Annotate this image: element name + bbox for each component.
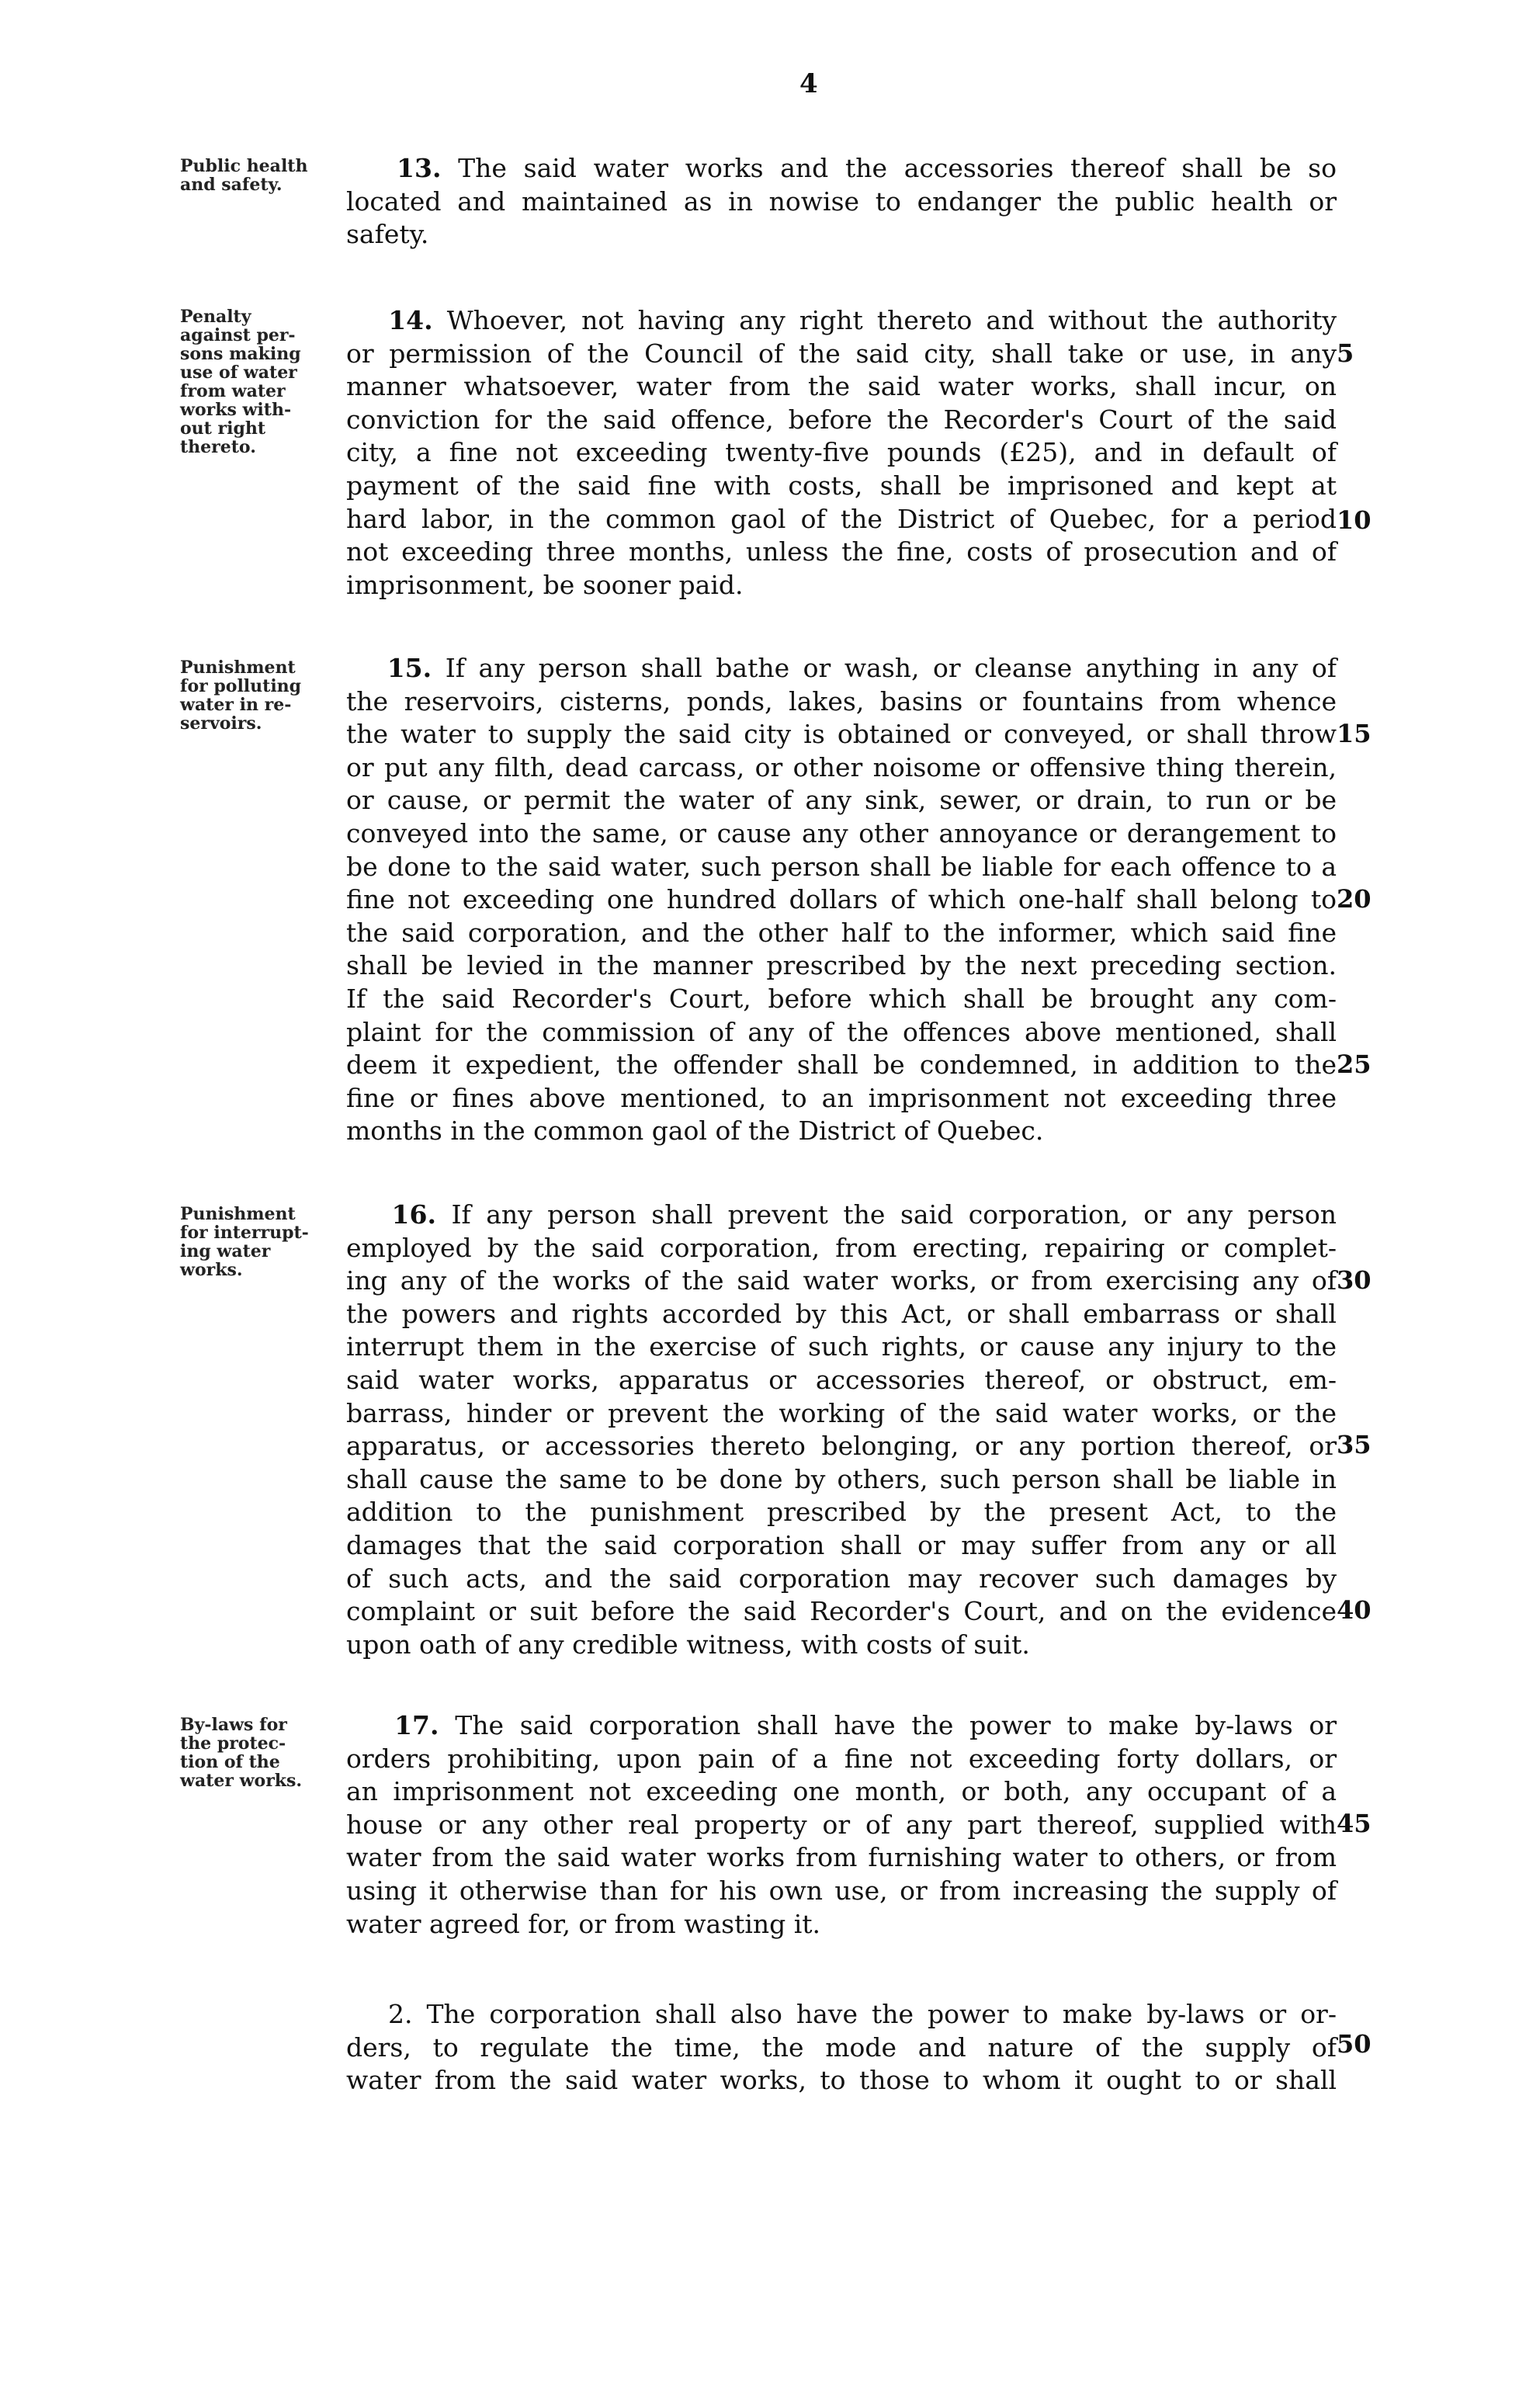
line-number: 30: [1337, 1265, 1372, 1295]
section-number: 16.: [391, 1199, 436, 1230]
margin-note: Penalty against per- sons making use of water from water works with- out right thereto.: [180, 307, 301, 457]
margin-note: Punishment for polluting water in re- servoirs.: [180, 658, 302, 734]
section-text: 15. If any person shall bathe or wash, or cleanse anything in any of the reservoirs, cisterns, ponds, lakes, basins or fountains from whence the water to supply the said city is obtained or conveyed, or shall throw or put any filth, dead carcass, or other noisome or offensive thing therein, or cause, or permit the water of any sink, sewer, or drain, to run or be conveyed into the same, or cause any other annoyance or derangement to be done to the said water, such person shall be liable for each offence to a fine not exceeding one hundred dollars of which one-half shall belong to the said corporation, and the other half to the informer, which said fine shall be levied in the manner prescribed by the next preceding section. If the said Recorder's Court, before which shall be brought any com- plaint for the commission of any of the offences above mentioned, shall deem it expedient, the offender shall be condemned, in addition to the fine or fines above mentioned, to an imprisonment not exceeding three months in the common gaol of the District of Quebec.: [346, 653, 1337, 1147]
section-text: 2. The corporation shall also have the power to make by-laws or or- ders, to regulate the time, the mode and nature of the supply of water from the said water works, to those to whom it ought to or shall: [346, 1999, 1337, 2096]
margin-note: Punishment for interrupt- ing water works.: [180, 1204, 309, 1280]
margin-note: Public health and safety.: [180, 156, 308, 195]
section-number: 13.: [397, 153, 442, 183]
section-number: 17.: [394, 1710, 439, 1740]
line-number: 20: [1337, 884, 1372, 914]
line-number: 35: [1337, 1430, 1372, 1459]
line-number: 15: [1337, 719, 1372, 748]
line-number: 25: [1337, 1050, 1372, 1079]
section-text: 13. The said water works and the accessories thereof shall be so located and maintained as in nowise to endanger the public health or safety.: [346, 153, 1337, 250]
section-text: 16. If any person shall prevent the said corporation, or any person employed by the said corporation, from erecting, repairing or complet- ing any of the works of the said water works, or from exercising any of the powers and rights accorded by this Act, or shall embarrass or shall interrupt them in the exercise of such rights, or cause any injury to the said water works, apparatus or accessories thereof, or obstruct, em- barrass, hinder or prevent the working of the said water works, or the apparatus, or accessories thereto belonging, or any portion thereof, or shall cause the same to be done by others, such person shall be liable in addition to the punishment prescribed by the present Act, to the damages that the said corporation shall or may suffer from any or all of such acts, and the said corporation may recover such damages by complaint or suit before the said Recorder's Court, and on the evidence upon oath of any credible witness, with costs of suit.: [346, 1199, 1337, 1660]
line-number: 45: [1337, 1809, 1372, 1838]
section-text: 14. Whoever, not having any right thereto and without the authority or permission of the Council of the said city, shall take or use, in any manner whatsoever, water from the said water works, shall incur, on conviction for the said offence, before the Recorder's Court of the said city, a fine not exceeding twenty-five pounds (£25), and in default of payment of the said fine with costs, shall be imprisoned and kept at hard labor, in the common gaol of the District of Quebec, for a period not exceeding three months, unless the fine, costs of prosecution and of imprisonment, be sooner paid.: [346, 305, 1337, 600]
subsection-number: 2.: [388, 1999, 413, 2029]
section-number: 14.: [388, 305, 433, 335]
line-number: 50: [1337, 2029, 1372, 2059]
section-text: 17. The said corporation shall have the power to make by-laws or orders prohibiting, upon pain of a fine not exceeding forty dollars, or an imprisonment not exceeding one month, or both, any occupant of a house or any other real property or of any part thereof, supplied with water from the said water works from furnishing water to others, or from using it otherwise than for his own use, or from increasing the supply of water agreed for, or from wasting it.: [346, 1710, 1337, 1939]
line-number: 5: [1337, 338, 1354, 368]
page-number: 4: [799, 68, 818, 99]
line-number: 40: [1337, 1595, 1372, 1625]
margin-note: By-laws for the protec- tion of the water works.: [180, 1715, 303, 1791]
section-number: 15.: [387, 653, 432, 683]
line-number: 10: [1337, 505, 1372, 535]
